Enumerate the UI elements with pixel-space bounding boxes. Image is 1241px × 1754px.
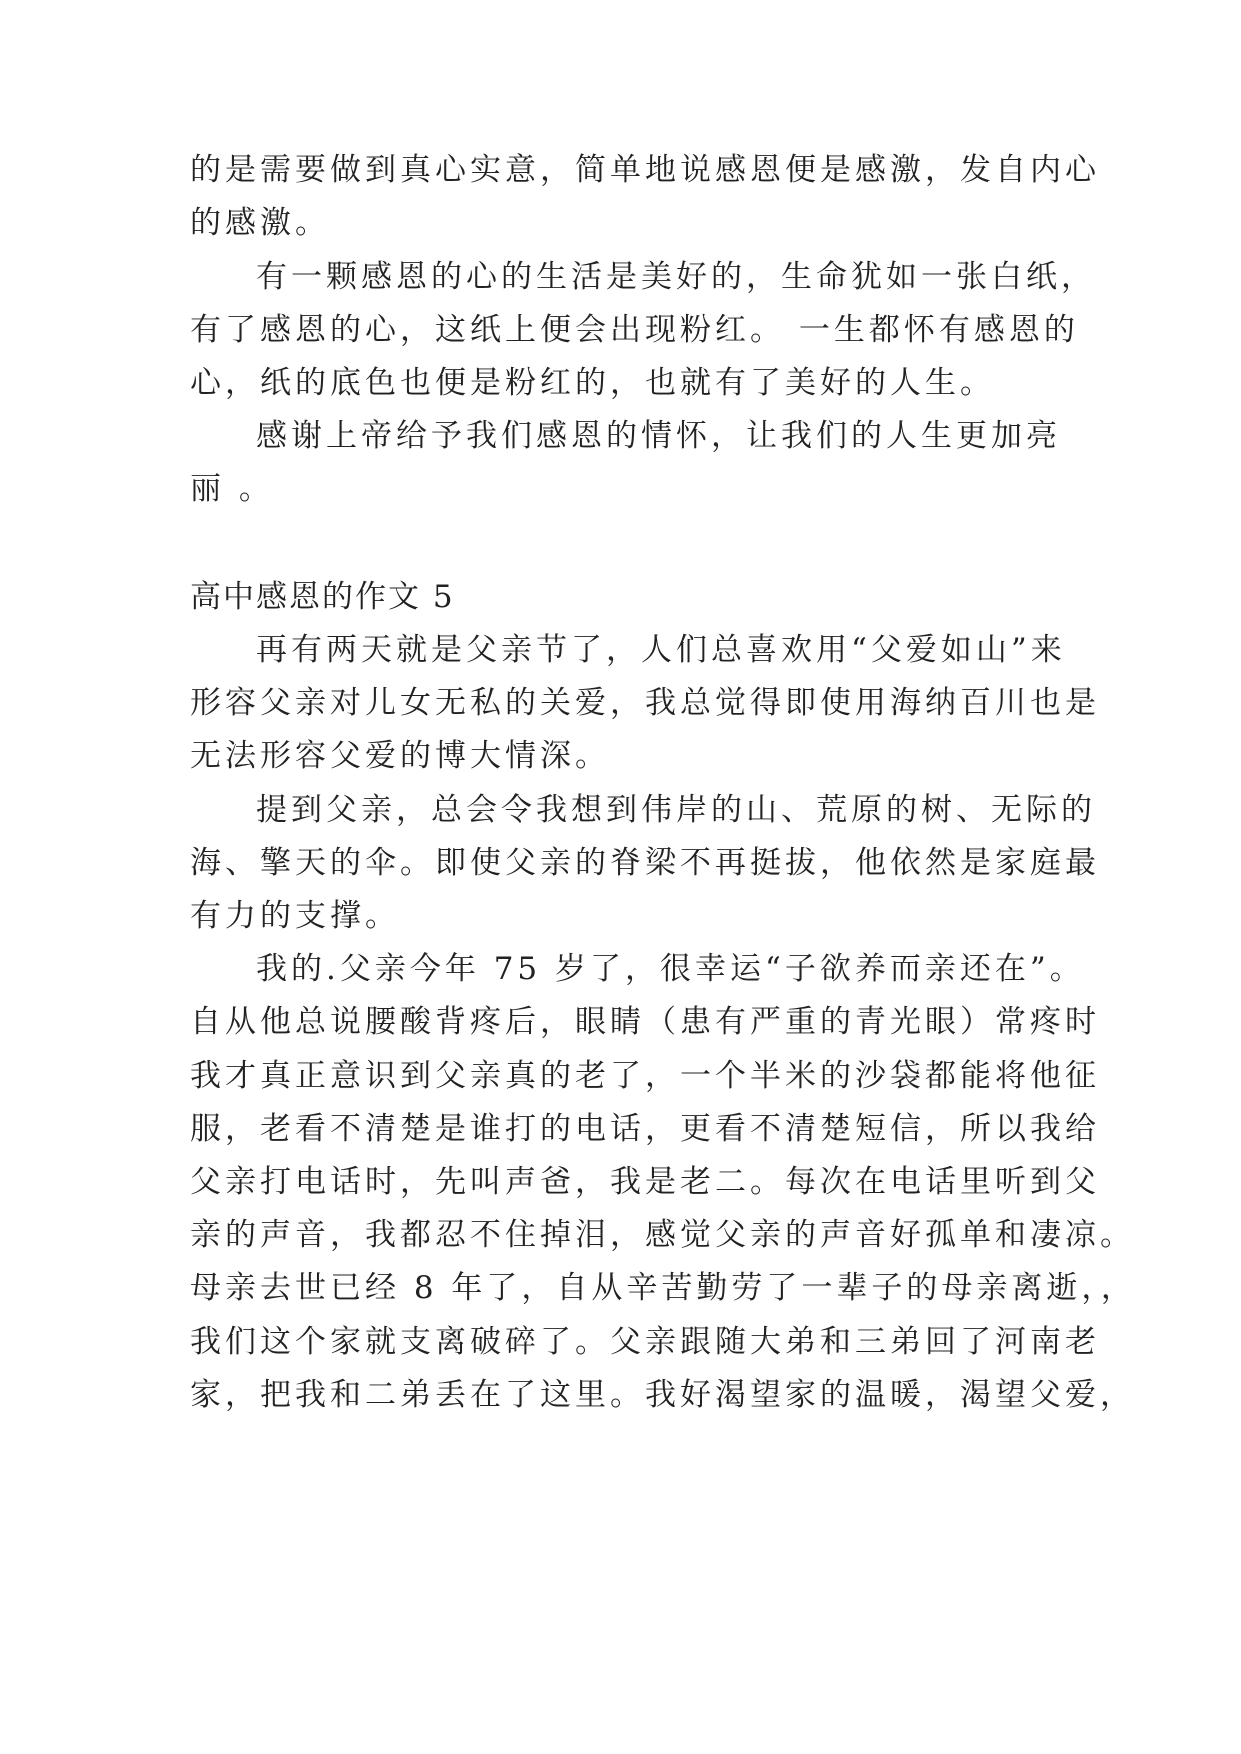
text-line: 形容父亲对儿女无私的关爱，我总觉得即使用海纳百川也是 bbox=[190, 685, 1100, 721]
text-line: 我们这个家就支离破碎了。父亲跟随大弟和三弟回了河南老 bbox=[190, 1324, 1100, 1360]
text-line: 有力的支撑。 bbox=[190, 898, 400, 934]
text-line: 家，把我和二弟丢在了这里。我好渴望家的温暖，渴望父爱， bbox=[190, 1377, 1135, 1413]
text-line: 有了感恩的心，这纸上便会出现粉红。 一生都怀有感恩的 bbox=[190, 312, 1079, 348]
text-line: 丽 。 bbox=[190, 471, 274, 507]
text-line: 的是需要做到真心实意，简单地说感恩便是感激，发自内心 bbox=[190, 152, 1100, 188]
text-line: 亲的声音，我都忍不住掉泪，感觉父亲的声音好孤单和凄凉。 bbox=[190, 1217, 1135, 1253]
text-line: 的感激。 bbox=[190, 205, 330, 241]
text-line: 服，老看不清楚是谁打的电话，更看不清楚短信，所以我给 bbox=[190, 1111, 1100, 1147]
text-line: 父亲打电话时，先叫声爸，我是老二。每次在电话里听到父 bbox=[190, 1164, 1100, 1200]
text-line: 我的.父亲今年 75 岁了，很幸运“子欲养而亲还在”。 bbox=[256, 951, 1085, 987]
essay-title: 高中感恩的作文 5 bbox=[190, 579, 455, 615]
text-line: 我才真正意识到父亲真的老了，一个半米的沙袋都能将他征 bbox=[190, 1058, 1100, 1094]
text-line: 母亲去世已经 8 年了，自从辛苦勤劳了一辈子的母亲离逝，， bbox=[190, 1270, 1136, 1306]
text-line: 感谢上帝给予我们感恩的情怀，让我们的人生更加亮 bbox=[256, 418, 1061, 454]
text-line: 自从他总说腰酸背疼后，眼睛（患有严重的青光眼）常疼时 bbox=[190, 1004, 1100, 1040]
text-line: 海、擎天的伞。即使父亲的脊梁不再挺拔，他依然是家庭最 bbox=[190, 845, 1100, 881]
text-line: 心，纸的底色也便是粉红的，也就有了美好的人生。 bbox=[190, 365, 995, 401]
text-line: 无法形容父爱的博大情深。 bbox=[190, 738, 610, 774]
text-line: 有一颗感恩的心的生活是美好的，生命犹如一张白纸， bbox=[256, 259, 1096, 295]
text-line: 再有两天就是父亲节了，人们总喜欢用“父爱如山”来 bbox=[256, 632, 1066, 668]
text-line: 提到父亲，总会令我想到伟岸的山、荒原的树、无际的 bbox=[256, 792, 1096, 828]
